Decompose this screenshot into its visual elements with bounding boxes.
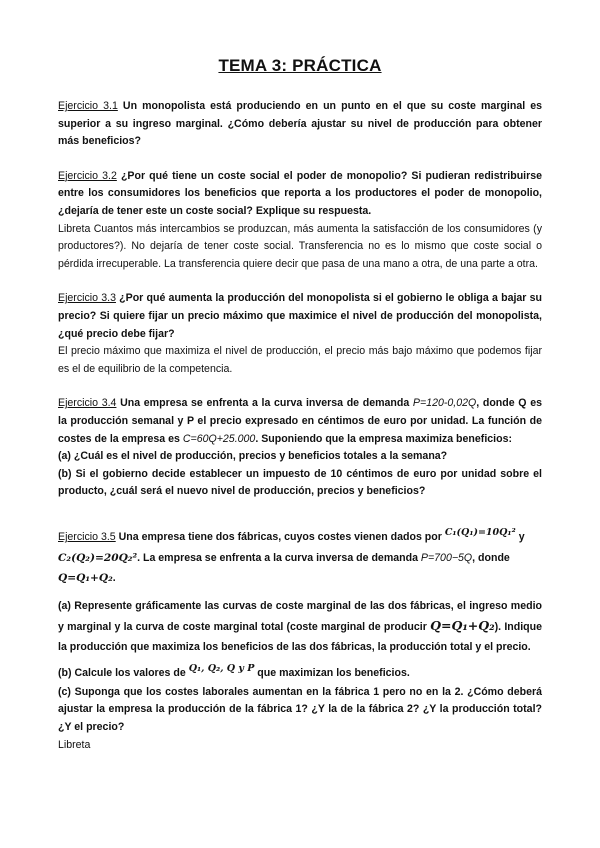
exercise-answer: Libreta (58, 738, 91, 751)
exercise-label: Ejercicio 3.2 (58, 169, 117, 182)
exercise-3-4: Ejercicio 3.4 Una empresa se enfrenta a la curva inversa de demanda P=120-0,02Q, donde Q es la producción semanal y P el precio expresado en céntimos de euro por unidad. La función de costes de la empresa es C=60Q+25.000. Suponiendo que la empresa maximiza beneficios: (58, 397, 542, 445)
document-page (58, 56, 542, 754)
cost-function-2: C₂(Q₂)=20Q₂² (58, 551, 138, 564)
exercise-part-b: (b) Calcule los valores de Q₁, Q₂, Q y P que maximizan los beneficios. (58, 662, 410, 679)
exercise-label: Ejercicio 3.5 (58, 530, 116, 543)
exercise-3-5: Ejercicio 3.5 Una empresa tiene dos fábricas, cuyos costes vienen dados por C₁(Q₁)=10Q₁² y C₂(Q₂)=20Q₂². La empresa se enfrenta a la curva inversa de demanda P=700−5Q, donde Q=Q₁+Q₂. (58, 526, 525, 584)
cost-equation: C=60Q+25.000 (182, 432, 256, 445)
demand-equation: P=120-0,02Q (412, 397, 477, 410)
demand-equation: P=700−5Q (420, 551, 473, 564)
exercise-question: ¿Por qué tiene un coste social el poder de monopolio? Si pudieran redistribuirse entre los consumidores los beneficios que reporta a los productores el poder de monopolio, ¿dejaría de tener este un coste social? Explique su respuesta. (58, 169, 543, 217)
exercise-label: Ejercicio 3.3 (58, 292, 116, 305)
exercise-part-a: (a) ¿Cuál es el nivel de producción, precios y beneficios totales a la semana? (58, 450, 448, 463)
exercise-question: ¿Por qué aumenta la producción del monopolista si el gobierno le obliga a bajar su precio? Si quiere fijar un precio máximo que maximice el nivel de producción del monopolista, ¿qué precio debe fijar? (58, 292, 542, 340)
quantity-sum: Q=Q₁+Q₂ (430, 617, 495, 633)
variables: Q₁, Q₂, Q y P (188, 662, 255, 674)
exercise-part-a: (a) Represente gráficamente las curvas de coste marginal de las dos fábricas, el ingreso medio y marginal y la curva de coste marginal total (coste marginal de producir Q=Q₁+Q₂). Indique la producción que maximiza los beneficios de las dos fábricas, la producción total y el precio. (58, 599, 543, 653)
page-title: TEMA 3: PRÁCTICA (218, 56, 382, 75)
exercise-question: Un monopolista está produciendo en un punto en el que su coste marginal es superior a su ingreso marginal. ¿Cómo debería ajustar su nivel de producción para obtener más beneficios? (58, 100, 543, 148)
exercise-3-1 (58, 98, 542, 151)
exercise-part-b: (b) Si el gobierno decide establecer un impuesto de 10 céntimos de euro por unidad sobre el producto, ¿cuál será el nuevo nivel de producción, precios y beneficios? (58, 467, 542, 498)
cost-function-1: C₁(Q₁)=10Q₁² (444, 526, 516, 538)
exercise-3-2 (58, 168, 542, 221)
exercise-label: Ejercicio 3.1 (58, 100, 118, 112)
exercise-answer: Libreta Cuantos más intercambios se produzcan, más aumenta la satisfacción de los consumidores (y productores?). No dejaría de tener coste social. Transferencia no es lo mismo que coste social o pérdida irrecuperable. La transferencia quiere decir que pasa de una mano a otra, de una parte a otra. (58, 222, 542, 270)
exercise-label: Ejercicio 3.4 (58, 397, 117, 410)
exercise-3-3 (58, 290, 542, 343)
exercise-answer: El precio máximo que maximiza el nivel de producción, el precio más bajo máximo que podemos fijar es el de equilibrio de la competencia. (58, 345, 542, 375)
exercise-part-c: (c) Suponga que los costes laborales aumentan en la fábrica 1 pero no en la 2. ¿Cómo deberá ajustar la empresa la producción de la fábrica 1? ¿Y la de la fábrica 2? ¿Y la producción total? ¿Y el precio? (58, 685, 542, 734)
quantity-sum: Q=Q₁+Q₂ (58, 571, 113, 584)
